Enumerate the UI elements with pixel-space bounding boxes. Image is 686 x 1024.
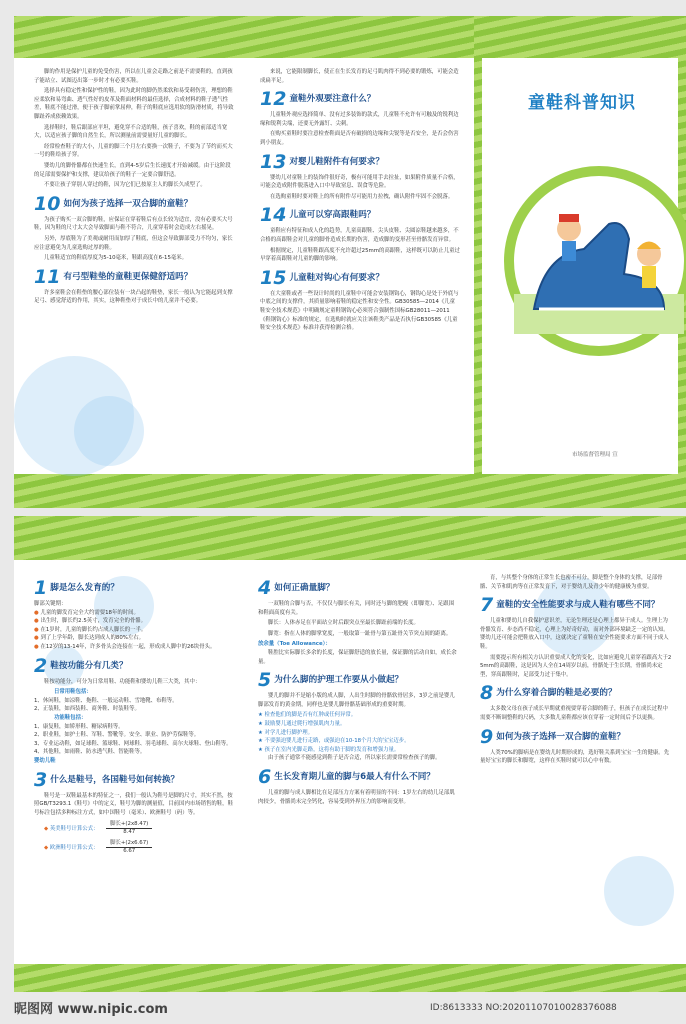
section-title: 为什么脚的护理工作要从小做起？ bbox=[274, 675, 404, 686]
list-item: ● 儿童的脚发育完全大约需要18年的时间。 bbox=[34, 609, 139, 616]
section-title: 童鞋的安全性能要求与成人鞋有哪些不同？ bbox=[496, 600, 660, 611]
list-item: 2、职业鞋，如护士鞋、军鞋、警靴等。安全、职业、防护劳保鞋等。 bbox=[34, 732, 200, 739]
list-item: ● 出生时，脚长约2.5英寸，发育完全的骨骼。 bbox=[34, 618, 147, 625]
paragraph: 为孩子购买一双合脚的鞋，应保证在穿着鞋后有点长较为适宜，没有必要买大号鞋，因为鞋的尺寸太大会导致脚面与鞋不符合，儿童穿着时会造成左右摇晃。 bbox=[34, 216, 233, 232]
paragraph: 一双鞋的合脚与否，不仅仅与脚长有关，同时还与脚的肥瘦（即脚宽）、足跟围和鞋面高度有关。 bbox=[258, 601, 454, 616]
paragraph: 脚宽：指在人体的脚掌宽度，一般取第一趾骨与第五趾骨关节突点间的距离。 bbox=[268, 630, 452, 637]
section-number: 11 bbox=[34, 265, 61, 288]
paragraph: 根据规定，儿童鞋鞋跟高度不允许超过25mm的高跟鞋，这样既可以防止儿童过早穿着高跟鞋对儿童的脚的影响。 bbox=[260, 247, 460, 263]
list-item: 4、其他鞋，如雨鞋、防水透气鞋、智能鞋等。 bbox=[34, 749, 146, 756]
paragraph: 儿童鞋适宜的鞋底厚度为5-10毫米，鞋跟高度在6-15毫米。 bbox=[44, 255, 188, 262]
list-item: ★ 检查他们的脚是否有红肿或任何异常。 bbox=[258, 712, 357, 719]
top-sheet bbox=[14, 16, 686, 508]
section-title: 儿童鞋对钩心有何要求？ bbox=[289, 272, 384, 283]
paragraph: 另外，厚底鞋为了美观或耐用而加厚了鞋底，但这会导致脚部受力不均匀，家长应注意避免为儿童选购过厚的鞋。 bbox=[34, 235, 233, 251]
subheading: 日常用鞋包括： bbox=[54, 689, 92, 696]
section-2-heading bbox=[34, 654, 234, 677]
formula-row: ◆ 欧洲鞋号计算公式： $\frac{\text{脚长+(2x6.67)}}{6.67}$ bbox=[44, 840, 234, 855]
paragraph: 婴幼儿的脚骨骼都在快速生长，直到4-5岁后生长速度才开始减缓。由于这阶段的足部需要保护和支撑，建议给孩子的鞋子一定要合脚舒适。 bbox=[34, 162, 231, 178]
list-item: ★ 鼓励婴儿通过爬行增强肌肉力量。 bbox=[258, 720, 346, 727]
paragraph: 人类70%的脚病是在婴幼儿时期形成的，选好鞋关系到宝宝一生的健康。先量好宝宝的脚长和脚宽，这样在买鞋时就可以心中有数。 bbox=[480, 749, 670, 765]
subheading: 放余量（Toe Allowance）： bbox=[258, 641, 331, 648]
paragraph: 鞋按功能分，可分为日常用鞋、功能鞋和婴幼儿鞋三大类，其中： bbox=[44, 678, 201, 685]
section-9-heading bbox=[480, 725, 672, 748]
section-number: 4 bbox=[258, 577, 272, 599]
paragraph: 脚的作用是保护儿童的免受伤害，所以在儿童会走路之前是不需要鞋的，直到孩子能站立、试图迈出第一步时才有必要买鞋。 bbox=[34, 69, 233, 84]
section-6-heading bbox=[258, 765, 458, 788]
panel-1 bbox=[34, 68, 234, 308]
paragraph: 儿童和婴幼儿自我保护意识差，无论生理还是心理上都异于成人。生理上为骨骼发育、步态尚不稳定，心理上为好奇好动，而对外部环境缺乏一定的认知。婴幼儿还可能会把鞋放入口中，这就决定了童鞋在安全性能要求方面不同于成人鞋。 bbox=[480, 618, 669, 650]
section-8-heading bbox=[480, 682, 672, 705]
section-number: 10 bbox=[34, 192, 61, 215]
section-number: 5 bbox=[258, 669, 272, 692]
list-item: ★ 不要强迫婴儿进行走路，或强迫在10-18个月大的宝宝迈步。 bbox=[258, 738, 410, 745]
section-1-heading bbox=[34, 579, 234, 597]
cover-footer: 市场监督管理局 宣 bbox=[572, 452, 618, 458]
panel-b1 bbox=[34, 574, 234, 855]
paragraph: 鞋号是一双鞋最基本的特征之一，我们一般认为鞋号是脚的尺寸，其实不然，按照GB/T3293.1《鞋号》中的定义，鞋号为脚的测量值，目前国内市场销售的鞋，鞋号标注包括多种标注方式，如中国鞋号（毫米）、欧洲鞋号（码）等。 bbox=[34, 792, 233, 816]
paragraph: 在选购童鞋时要对鞋上的所有附件尽可能用力拉拽，确认附件牢固不会脱落。 bbox=[270, 193, 454, 200]
paragraph: 脚长：人体赤足在平面站立时后跟突点至最长脚趾前端的长度。 bbox=[268, 620, 419, 627]
paragraph: 由于孩子通常不能感觉到鞋子是否合适，所以家长需要常检查孩子的脚。 bbox=[268, 755, 441, 762]
kids-shoe-illustration bbox=[514, 194, 684, 334]
section-number: 2 bbox=[34, 654, 48, 677]
panel-b2 bbox=[258, 574, 458, 808]
paragraph: 儿童的脚与成人脚相比在足部压力方案有着明显的不同：1岁左右的幼儿足部肌肉较少，骨骼尚未完全钙化，容易受到外界压力的影响而变形。 bbox=[258, 789, 455, 805]
watermark-logo: 昵图网 www.nipic.com bbox=[14, 1002, 168, 1017]
list-item: ● 在1岁时，儿童的脚长约占成人脚长的一半。 bbox=[34, 626, 147, 633]
formula-row: ◆ 英美鞋号计算公式： $\frac{\text{脚长+(2x8.47)}}{8.47}$ bbox=[44, 821, 234, 836]
list-item: ● 到了上学年龄，脚长达到成人的80%左右。 bbox=[34, 635, 145, 642]
intro-text: 脚部关键期： bbox=[34, 601, 67, 607]
cover-title: 童鞋科普知识 bbox=[528, 93, 636, 113]
section-number: 3 bbox=[34, 768, 48, 791]
paragraph: 婴儿的脚并不是缩小版的成人脚，人出生时脚的骨骼软骨居多，3岁之前是婴儿脚部发育的黄金期，同样也是婴儿脚骨骼基础形成的重要时期。 bbox=[258, 693, 455, 708]
section-title: 为什么穿着合脚的鞋是必要的？ bbox=[496, 688, 617, 699]
tips-list bbox=[258, 711, 458, 754]
section-5-heading bbox=[258, 669, 458, 692]
paragraph: 来说，它能限制脚长，使正在生长发育的足弓肌肉得不到必要的锻炼，可能会造成扁平足。 bbox=[260, 69, 459, 84]
section-title: 如何正确量脚？ bbox=[274, 583, 335, 593]
section-title: 脚是怎么发育的？ bbox=[50, 583, 119, 593]
panel-b3 bbox=[480, 574, 672, 768]
section-4-heading bbox=[258, 579, 458, 597]
section-11-heading bbox=[34, 265, 234, 288]
section-number: 7 bbox=[480, 594, 494, 617]
paragraph: 在购买童鞋时要注意检查鞋面是否有破损的边缘和尖锐等是否安全，是否会伤害到小朋友。 bbox=[260, 131, 459, 146]
section-number: 1 bbox=[34, 577, 48, 599]
section-number: 6 bbox=[258, 765, 272, 788]
section-title: 儿童可以穿高跟鞋吗？ bbox=[289, 210, 376, 221]
paragraph: 育，与其整个身体的正常生长也密不可分。脚是整个身体的支撑，足部骨骼、关节和肌肉等在正常发育下，对于婴幼儿及青少年的健康极为重要。 bbox=[480, 575, 663, 590]
section-number: 12 bbox=[260, 88, 287, 111]
section-number: 13 bbox=[260, 150, 287, 173]
paragraph: 经常检查鞋子的大小，儿童的脚三个月左右要换一次鞋子，不要为了节约而买大一号的鞋给孩子穿。 bbox=[34, 143, 233, 159]
section-title: 如何为孩子选择一双合脚的童鞋？ bbox=[496, 731, 626, 742]
paragraph: 需要提示所有相关方认识重要成人化的变化，比如应避免儿童穿着跟高大于25mm的高跟鞋，这是因为人全在14周岁以前，骨骼处于生长期，骨骼尚未定型，穿高跟鞋时，足部受力过于集中。 bbox=[480, 654, 672, 678]
paragraph: 不要让孩子穿别人穿过的鞋，因为它们已按原主人的脚长久成型了。 bbox=[44, 182, 206, 189]
list-item: ★ 孩子在室内光脚走路，这将有助于脚的发育和增强力量。 bbox=[258, 746, 400, 753]
list-item: 1、休闲鞋，如凉鞋、拖鞋、一般运动鞋、雪地靴、布鞋等。 bbox=[34, 697, 178, 704]
dev-list bbox=[34, 609, 234, 652]
section-title: 童鞋外观要注意什么？ bbox=[289, 94, 376, 105]
section-7-heading bbox=[480, 594, 672, 617]
section-13-heading bbox=[260, 150, 460, 173]
section-number: 8 bbox=[480, 682, 494, 705]
bottom-sheet bbox=[14, 516, 686, 992]
paragraph: 许多童鞋会在鞋垫的腰心部位装有一块凸起的鞋垫，家长一般认为它能起到支撑足弓、感觉舒适的作用，其实，这种鞋垫对于成长中的儿童并不必要。 bbox=[34, 289, 233, 305]
list-item: 1、康复鞋，如矫形鞋、糖尿病鞋等。 bbox=[34, 723, 124, 730]
subheading: 功能鞋包括： bbox=[54, 714, 87, 721]
section-number: 15 bbox=[260, 266, 287, 289]
bottom-bottom-stripes bbox=[14, 964, 686, 992]
list-item: 2、正装鞋，如西装鞋、商务鞋、时装鞋等。 bbox=[34, 706, 140, 713]
section-3-heading bbox=[34, 768, 234, 791]
list-item: 3、专业运动鞋，如足球鞋、篮球鞋、网球鞋、羽毛球鞋、高尔夫球鞋、登山鞋等。 bbox=[34, 740, 232, 747]
section-number: 9 bbox=[480, 725, 494, 748]
paragraph: 选择具有稳定性和保护性的鞋，因为此时的脚仍然柔软和易受刺伤害，理想的鞋应柔软和易弯曲、透气性好的皮革及鞋面材料的最佳选择，合成材料的鞋子透气性差，鞋底不能过滑，便于孩子脚前掌屈伸，鞋子的鞋底应选用软的防滑材质，将导致脚趾养成依赖效果。 bbox=[34, 88, 234, 120]
paragraph: 婴幼儿对童鞋上的装饰件很好奇，极有可能用手去拉扯，如果附件质量不合格，可能会造成附件脱落进入口中导致窒息、误食等危险。 bbox=[260, 174, 459, 190]
section-title: 对婴儿鞋附件有何要求？ bbox=[289, 156, 384, 167]
paragraph: 太多数父母在孩子成长早期就重视要穿着合脚的鞋子，但孩子在成长过程中需要不断调整鞋的尺码，大多数儿童鞋都应该在穿着一定时间后予以更换。 bbox=[480, 706, 668, 721]
section-title: 生长发育期儿童的脚与6最人有什么不同？ bbox=[274, 771, 435, 782]
section-title: 什么是鞋号，各国鞋号如何转换？ bbox=[50, 774, 180, 785]
paragraph: 选择鞋时，鞋后跟部应平坦，避免穿不合适的鞋，孩子喜欢，鞋的前部适当宽大，以适应孩子脚的自然生长，所以测量前需要量好儿童的脚长。 bbox=[34, 124, 228, 140]
paragraph: 鞋腔比实际脚长多余的长度，保证脚舒适的放长量，保证脚的活动自如，成长余量。 bbox=[258, 649, 457, 665]
section-title: 鞋按功能分有几类？ bbox=[50, 660, 128, 671]
paragraph: 童鞋应有特征和成人化的趋势，儿童高跟鞋、尖头皮鞋、尖圆凉鞋越来越多，不合格的高跟鞋会对儿童的脚骨造成长期的伤害，造成脚的变形甚至骨骼发育异常。 bbox=[260, 228, 459, 243]
decor-bubble bbox=[74, 396, 144, 466]
section-15-heading bbox=[260, 266, 460, 289]
list-item: ★ 对学儿进行脚护理。 bbox=[258, 729, 314, 736]
section-title: 如何为孩子选择一双合脚的童鞋？ bbox=[63, 198, 193, 209]
section-number: 14 bbox=[260, 204, 287, 227]
watermark-id: ID:8613333 NO:20201107010028376088 bbox=[430, 1003, 617, 1013]
paragraph: 在大童鞋或者一些设计时尚的儿童鞋中可能会安装钢钩心，钢钩心是处于外底与中底之间的支撑件，其质量影响着鞋的稳定性和安全性。GB30585—2014《儿童鞋安全技术规范》中明确规定童鞋钢钩心必须符合强制性国标GB28011—2011《鞋钢钩心》标准的规定，在选购时就应关注该鞋类产品是否执行GB30585《儿童鞋安全技术规范》标准并获得检测合格。 bbox=[260, 290, 459, 332]
decor-bubble bbox=[604, 856, 674, 926]
section-14-heading bbox=[260, 204, 460, 227]
list-item: ● 在12岁的13-14年，许多骨头会连接在一起，形成成人脚中的26块骨头。 bbox=[34, 643, 216, 650]
paragraph: 儿童鞋外观应选择简单、没有过多装饰的款式，儿童鞋不允许有可触及的锐利边缘和锐利尖端，还要无外露钉、尖刺。 bbox=[260, 112, 459, 127]
section-title: 有弓型鞋垫的童鞋更保健舒适吗？ bbox=[63, 271, 193, 282]
panel-2 bbox=[260, 68, 460, 335]
section-12-heading bbox=[260, 88, 460, 111]
section-10-heading bbox=[34, 192, 234, 215]
bottom-top-stripes bbox=[14, 516, 686, 560]
subheading: 婴幼儿鞋 bbox=[34, 757, 56, 764]
